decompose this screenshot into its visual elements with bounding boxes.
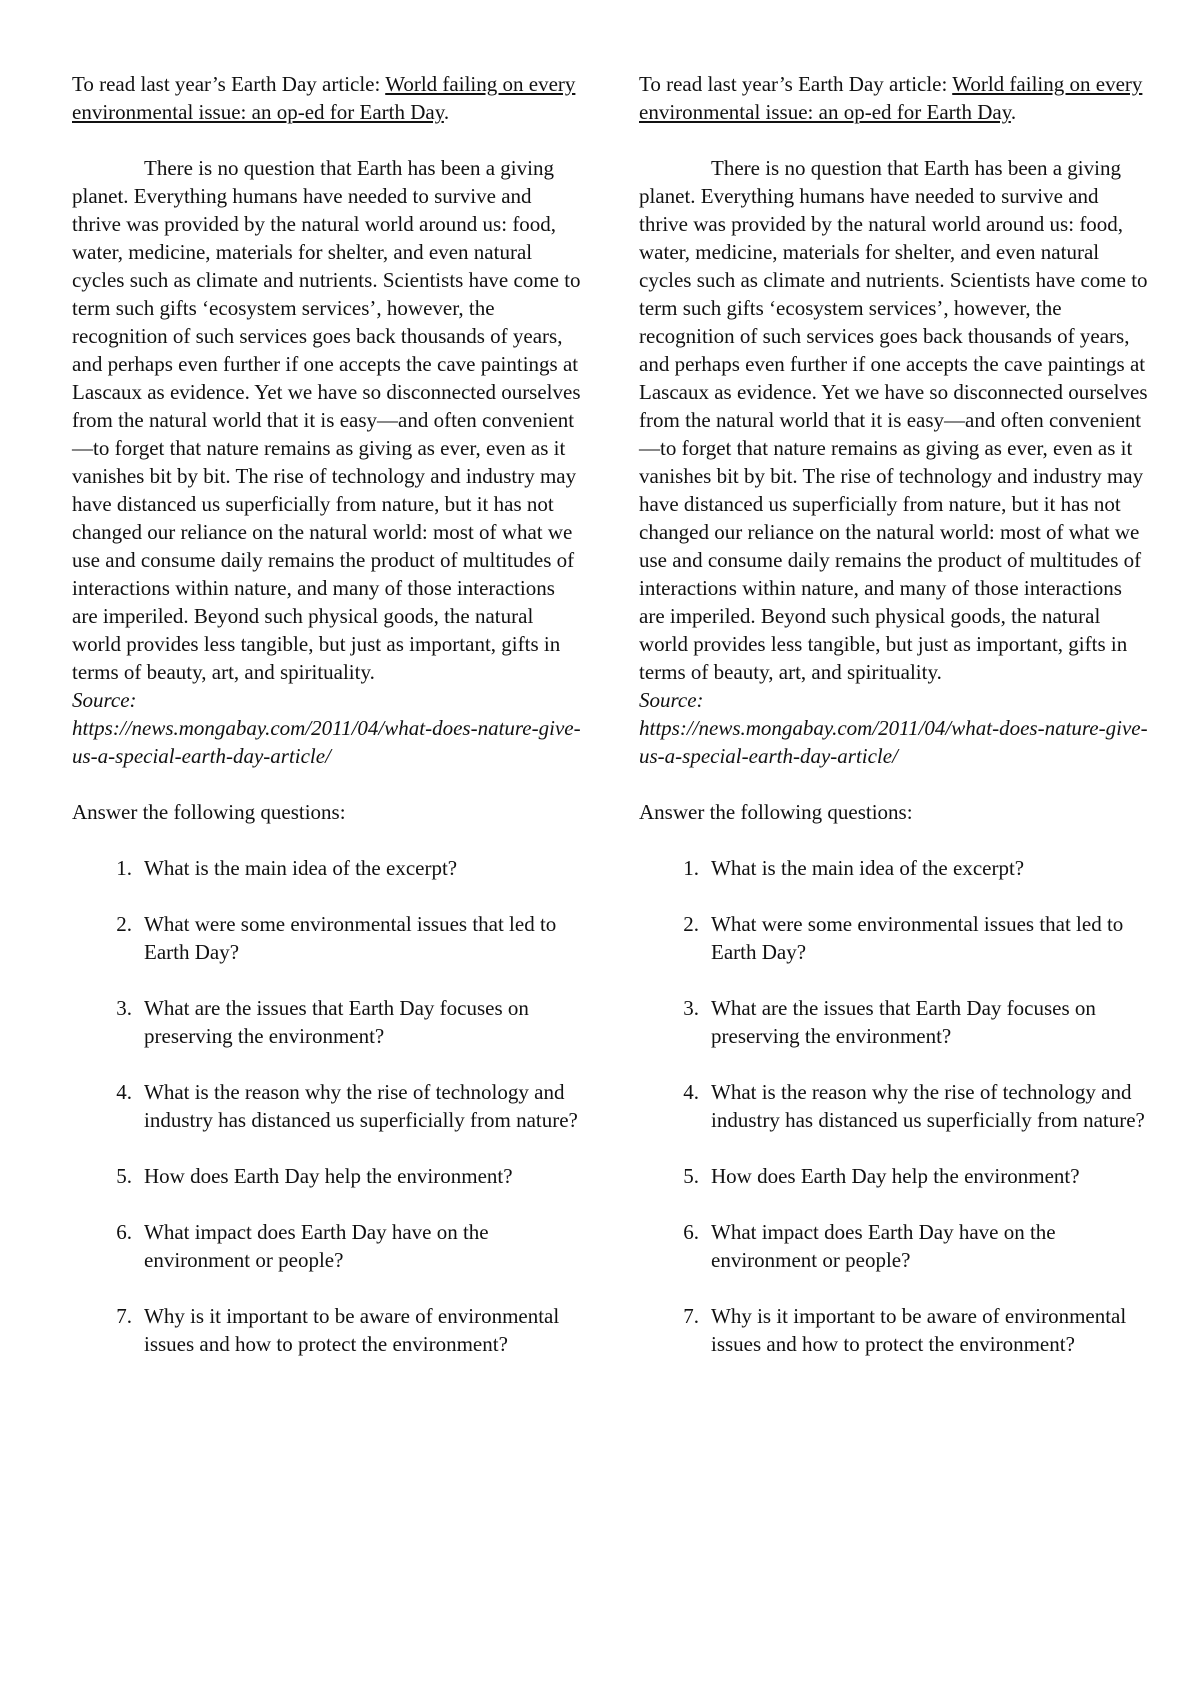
article-link[interactable]: World failing on every environmental issue: an op-ed for Earth Day (72, 72, 576, 124)
question-number: 5. (683, 1164, 699, 1188)
question-item (72, 854, 582, 882)
question-number: 1. (116, 856, 132, 880)
article-intro (639, 70, 1149, 126)
question-number: 6. (116, 1220, 132, 1244)
question-number: 3. (683, 996, 699, 1020)
question-number: 7. (116, 1304, 132, 1328)
question-item (639, 1162, 1149, 1190)
question-number: 2. (683, 912, 699, 936)
excerpt-paragraph: There is no question that Earth has been a giving planet. Everything humans have needed to survive and thrive was provided by the natural world around us: food, water, medicine, materials for shelter, and even natural cycles such as climate and nutrients. Scientists have come to term such gifts ‘ecosystem services’, however, the recognition of such services goes back thousands of years, and perhaps even further if one accepts the cave paintings at Lascaux as evidence. Yet we have so disconnected ourselves from the natural world that it is easy—and often convenient—to forget that nature remains as giving as ever, even as it vanishes bit by bit. The rise of technology and industry may have distanced us superficially from nature, but it has not changed our reliance on the natural world: most of what we use and consume daily remains the product of multitudes of interactions within nature, and many of those interactions are imperiled. Beyond such physical goods, the natural world provides less tangible, but just as important, gifts in terms of beauty, art, and spirituality. (72, 156, 581, 684)
excerpt-paragraph: There is no question that Earth has been a giving planet. Everything humans have needed to survive and thrive was provided by the natural world around us: food, water, medicine, materials for shelter, and even natural cycles such as climate and nutrients. Scientists have come to term such gifts ‘ecosystem services’, however, the recognition of such services goes back thousands of years, and perhaps even further if one accepts the cave paintings at Lascaux as evidence. Yet we have so disconnected ourselves from the natural world that it is easy—and often convenient—to forget that nature remains as giving as ever, even as it vanishes bit by bit. The rise of technology and industry may have distanced us superficially from nature, but it has not changed our reliance on the natural world: most of what we use and consume daily remains the product of multitudes of interactions within nature, and many of those interactions are imperiled. Beyond such physical goods, the natural world provides less tangible, but just as important, gifts in terms of beauty, art, and spirituality. (639, 156, 1148, 684)
question-text: What were some environmental issues that led to Earth Day? (711, 912, 1124, 964)
question-text: What impact does Earth Day have on the environment or people? (711, 1220, 1056, 1272)
question-item (639, 994, 1149, 1050)
question-item (639, 1078, 1149, 1134)
intro-prefix: To read last year’s Earth Day article: (72, 72, 386, 96)
source-url: https://news.mongabay.com/2011/04/what-does-nature-give-us-a-special-earth-day-article/ (72, 716, 581, 768)
question-item (72, 994, 582, 1050)
question-text: Why is it important to be aware of environmental issues and how to protect the environment? (711, 1304, 1127, 1356)
intro-suffix: . (443, 100, 450, 124)
question-number: 6. (683, 1220, 699, 1244)
question-text: What is the main idea of the excerpt? (711, 856, 1025, 880)
question-number: 4. (683, 1080, 699, 1104)
question-item (72, 1218, 582, 1274)
question-number: 7. (683, 1304, 699, 1328)
question-item (72, 1078, 582, 1134)
question-list (72, 854, 582, 1358)
question-number: 4. (116, 1080, 132, 1104)
question-list (639, 854, 1149, 1358)
question-text: What are the issues that Earth Day focuses on preserving the environment? (144, 996, 529, 1048)
source-label: Source: (639, 688, 704, 712)
question-text: What is the main idea of the excerpt? (144, 856, 458, 880)
question-item (639, 854, 1149, 882)
question-text: How does Earth Day help the environment? (711, 1164, 1080, 1188)
intro-prefix: To read last year’s Earth Day article: (639, 72, 953, 96)
question-number: 2. (116, 912, 132, 936)
worksheet-column-right (639, 70, 1149, 1386)
question-text: How does Earth Day help the environment? (144, 1164, 513, 1188)
question-text: What are the issues that Earth Day focuses on preserving the environment? (711, 996, 1096, 1048)
question-text: What impact does Earth Day have on the environment or people? (144, 1220, 489, 1272)
article-intro (72, 70, 582, 126)
questions-heading: Answer the following questions: (72, 800, 346, 824)
question-item (72, 1302, 582, 1358)
question-item (639, 1218, 1149, 1274)
question-number: 5. (116, 1164, 132, 1188)
intro-suffix: . (1010, 100, 1017, 124)
source-url: https://news.mongabay.com/2011/04/what-does-nature-give-us-a-special-earth-day-article/ (639, 716, 1148, 768)
question-item (72, 910, 582, 966)
question-text: What is the reason why the rise of technology and industry has distanced us superficially from nature? (144, 1080, 578, 1132)
question-text: Why is it important to be aware of environmental issues and how to protect the environment? (144, 1304, 560, 1356)
worksheet-column-left (72, 70, 582, 1386)
question-item (639, 1302, 1149, 1358)
question-item (639, 910, 1149, 966)
question-item (72, 1162, 582, 1190)
question-number: 3. (116, 996, 132, 1020)
source-label: Source: (72, 688, 137, 712)
question-number: 1. (683, 856, 699, 880)
questions-heading: Answer the following questions: (639, 800, 913, 824)
article-link[interactable]: World failing on every environmental issue: an op-ed for Earth Day (639, 72, 1143, 124)
question-text: What were some environmental issues that led to Earth Day? (144, 912, 557, 964)
question-text: What is the reason why the rise of technology and industry has distanced us superficially from nature? (711, 1080, 1145, 1132)
